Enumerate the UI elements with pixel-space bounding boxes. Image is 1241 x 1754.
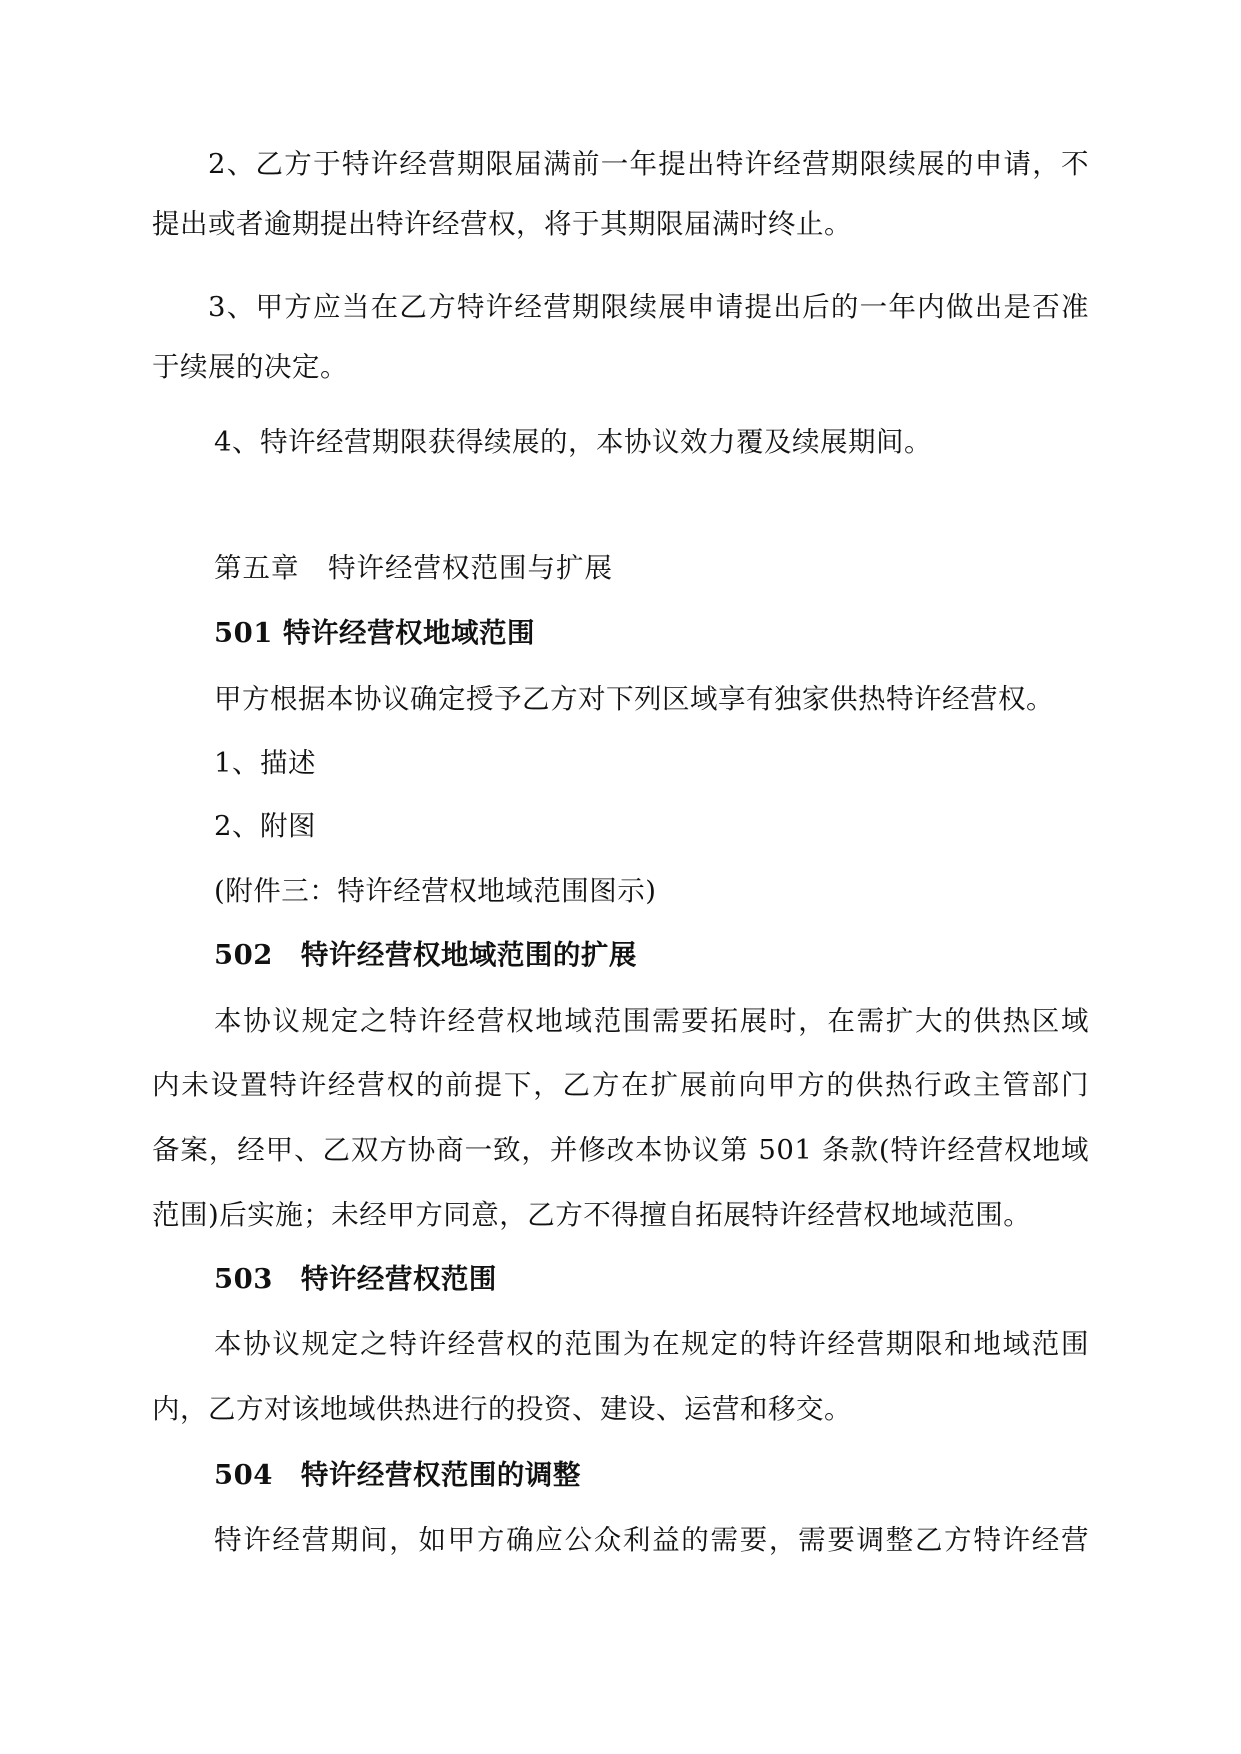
item2-line1: 2、乙方于特许经营期限届满前一年提出特许经营期限续展的申请，不: [208, 148, 1089, 180]
section-501-item2: 2、附图: [214, 810, 316, 842]
section-503-line2: 内，乙方对该地域供热进行的投资、建设、运营和移交。: [152, 1393, 852, 1425]
section-501-heading: 501 特许经营权地域范围: [214, 617, 535, 649]
section-501-item1: 1、描述: [214, 747, 316, 779]
item3-line1: 3、甲方应当在乙方特许经营期限续展申请提出后的一年内做出是否准: [208, 291, 1089, 323]
item2-line2: 提出或者逾期提出特许经营权，将于其期限届满时终止。: [152, 208, 852, 240]
section-503-line1: 本协议规定之特许经营权的范围为在规定的特许经营期限和地域范围: [214, 1328, 1089, 1360]
section-503-heading: 503 特许经营权范围: [214, 1263, 497, 1295]
section-502-line4: 范围)后实施；未经甲方同意，乙方不得擅自拓展特许经营权地域范围。: [152, 1199, 1032, 1231]
section-504-line1: 特许经营期间，如甲方确应公众利益的需要，需要调整乙方特许经营: [214, 1524, 1089, 1556]
section-502-line2: 内未设置特许经营权的前提下，乙方在扩展前向甲方的供热行政主管部门: [152, 1069, 1089, 1101]
section-501-attachment: (附件三：特许经营权地域范围图示): [214, 875, 657, 907]
section-502-line3: 备案，经甲、乙双方协商一致，并修改本协议第 501 条款(特许经营权地域: [152, 1134, 1089, 1166]
section-502-line1: 本协议规定之特许经营权地域范围需要拓展时，在需扩大的供热区域: [214, 1005, 1089, 1037]
section-502-heading: 502 特许经营权地域范围的扩展: [214, 939, 637, 971]
item4: 4、特许经营期限获得续展的，本协议效力覆及续展期间。: [214, 426, 932, 458]
item3-line2: 于续展的决定。: [152, 351, 348, 383]
section-501-text: 甲方根据本协议确定授予乙方对下列区域享有独家供热特许经营权。: [214, 683, 1054, 715]
section-504-heading: 504 特许经营权范围的调整: [214, 1459, 581, 1491]
chapter-title: 第五章 特许经营权范围与扩展: [214, 552, 613, 584]
